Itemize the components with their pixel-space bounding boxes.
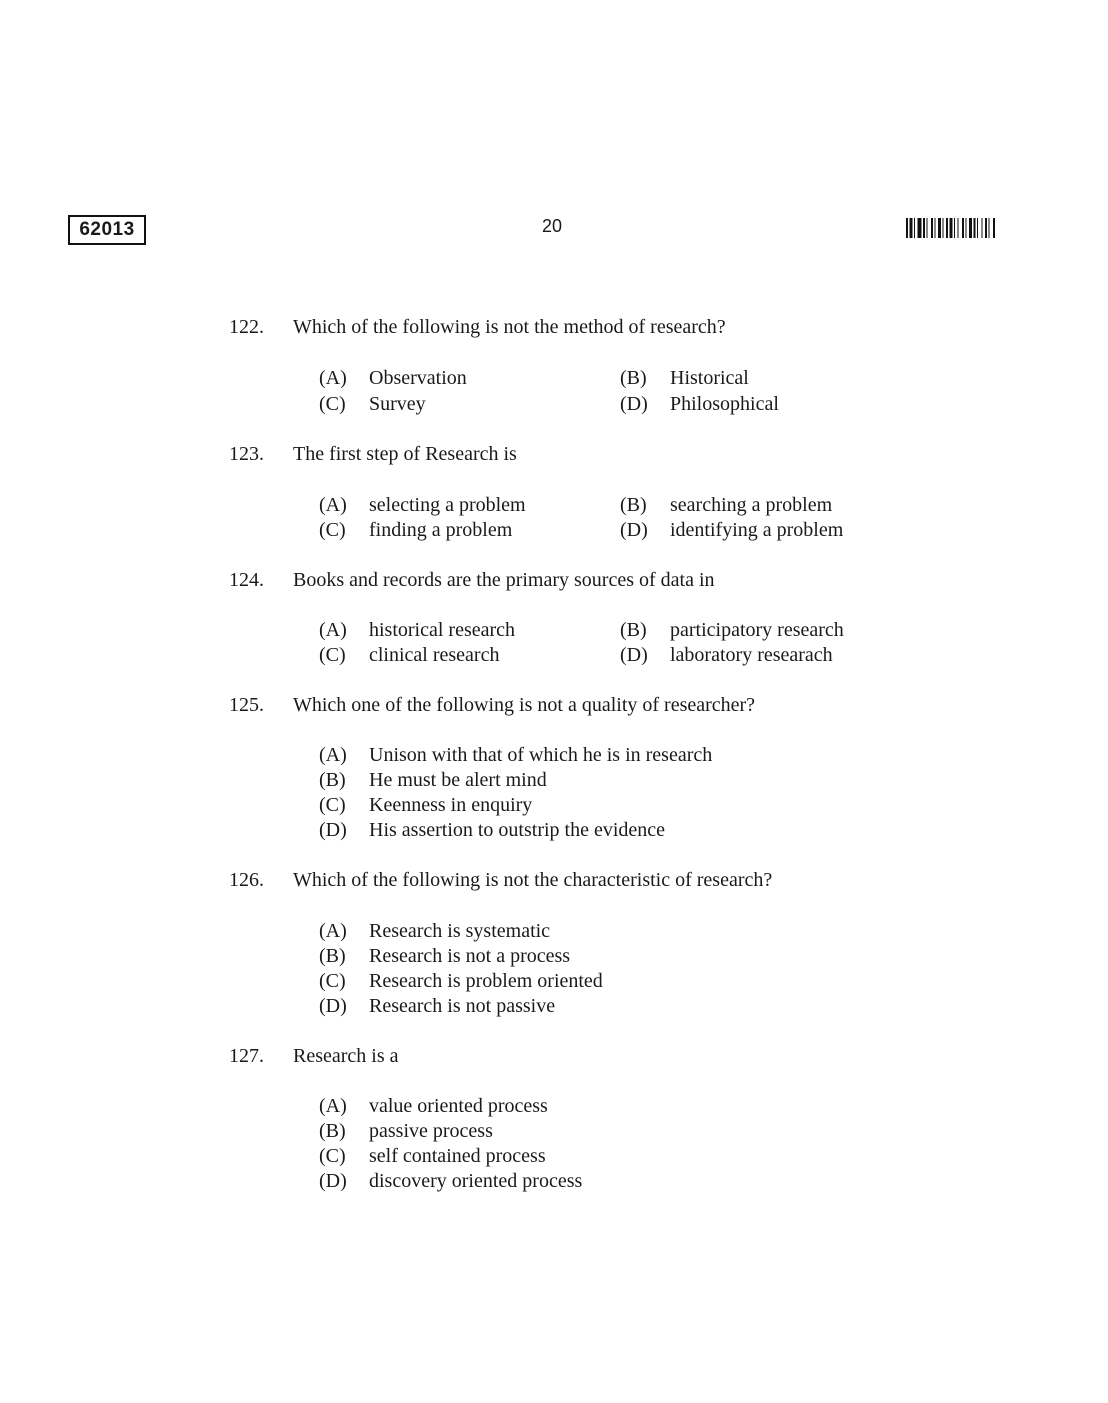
option-a bbox=[319, 367, 467, 390]
option-b bbox=[620, 367, 749, 390]
option-text: He must be alert mind bbox=[369, 769, 547, 791]
question-number: 125. bbox=[229, 694, 264, 716]
question-number: 127. bbox=[229, 1045, 264, 1067]
option-letter: (C) bbox=[319, 519, 346, 541]
option-text: selecting a problem bbox=[369, 494, 526, 516]
option-text: identifying a problem bbox=[670, 519, 844, 541]
option-b bbox=[620, 619, 844, 642]
option-a bbox=[319, 920, 550, 943]
option-text: Unison with that of which he is in research bbox=[369, 744, 713, 766]
option-text: self contained process bbox=[369, 1145, 546, 1167]
option-text: searching a problem bbox=[670, 494, 833, 516]
option-letter: (D) bbox=[620, 644, 648, 666]
option-text: Survey bbox=[369, 393, 426, 415]
option-text: His assertion to outstrip the evidence bbox=[369, 819, 666, 841]
option-c bbox=[319, 970, 603, 993]
option-letter: (A) bbox=[319, 1095, 347, 1117]
option-b bbox=[319, 1120, 493, 1143]
option-letter: (C) bbox=[319, 644, 346, 666]
option-d bbox=[620, 393, 779, 416]
option-letter: (A) bbox=[319, 494, 347, 516]
option-letter: (C) bbox=[319, 794, 346, 816]
option-text: value oriented process bbox=[369, 1095, 548, 1117]
option-letter: (C) bbox=[319, 393, 346, 415]
option-d bbox=[319, 995, 555, 1018]
option-b bbox=[319, 769, 547, 792]
option-letter: (B) bbox=[319, 1120, 346, 1142]
question-text: The first step of Research is bbox=[293, 443, 517, 465]
option-letter: (B) bbox=[319, 769, 346, 791]
option-letter: (A) bbox=[319, 367, 347, 389]
option-text: Research is not passive bbox=[369, 995, 556, 1017]
option-letter: (A) bbox=[319, 744, 347, 766]
option-letter: (B) bbox=[620, 619, 647, 641]
option-text: laboratory researach bbox=[670, 644, 833, 666]
option-text: participatory research bbox=[670, 619, 844, 641]
option-c bbox=[319, 393, 426, 416]
option-letter: (A) bbox=[319, 920, 347, 942]
option-d bbox=[319, 819, 665, 842]
option-a bbox=[319, 744, 712, 767]
option-c bbox=[319, 519, 512, 542]
question-text: Which one of the following is not a quality of researcher? bbox=[293, 694, 756, 716]
question-number: 122. bbox=[229, 316, 264, 338]
option-letter: (D) bbox=[319, 819, 347, 841]
option-letter: (D) bbox=[620, 393, 648, 415]
option-letter: (D) bbox=[620, 519, 648, 541]
option-d bbox=[620, 644, 833, 667]
option-text: Research is not a process bbox=[369, 945, 571, 967]
option-c bbox=[319, 644, 499, 667]
option-letter: (C) bbox=[319, 1145, 346, 1167]
option-text: passive process bbox=[369, 1120, 493, 1142]
option-text: historical research bbox=[369, 619, 516, 641]
question-number: 123. bbox=[229, 443, 264, 465]
paper-code: 62013 bbox=[68, 215, 146, 245]
option-a bbox=[319, 1095, 548, 1118]
question-text: Research is a bbox=[293, 1045, 399, 1067]
question-text: Books and records are the primary sources of data in bbox=[293, 569, 715, 591]
option-letter: (D) bbox=[319, 1170, 347, 1192]
option-letter: (B) bbox=[620, 494, 647, 516]
page-number: 20 bbox=[541, 216, 563, 236]
option-text: Historical bbox=[670, 367, 749, 389]
question-text: Which of the following is not the characteristic of research? bbox=[293, 869, 773, 891]
question-text: Which of the following is not the method of research? bbox=[293, 316, 726, 338]
option-text: finding a problem bbox=[369, 519, 513, 541]
option-letter: (B) bbox=[319, 945, 346, 967]
option-a bbox=[319, 619, 515, 642]
option-c bbox=[319, 1145, 546, 1168]
option-a bbox=[319, 494, 526, 517]
option-text: Research is systematic bbox=[369, 920, 551, 942]
option-text: clinical research bbox=[369, 644, 500, 666]
option-c bbox=[319, 794, 532, 817]
option-letter: (A) bbox=[319, 619, 347, 641]
option-text: Research is problem oriented bbox=[369, 970, 603, 992]
question-number: 124. bbox=[229, 569, 264, 591]
option-text: Observation bbox=[369, 367, 467, 389]
option-b bbox=[319, 945, 570, 968]
option-d bbox=[319, 1170, 582, 1193]
option-text: Philosophical bbox=[670, 393, 779, 415]
option-letter: (C) bbox=[319, 970, 346, 992]
option-d bbox=[620, 519, 843, 542]
option-letter: (D) bbox=[319, 995, 347, 1017]
question-number: 126. bbox=[229, 869, 264, 891]
option-text: Keenness in enquiry bbox=[369, 794, 533, 816]
option-b bbox=[620, 494, 832, 517]
option-text: discovery oriented process bbox=[369, 1170, 583, 1192]
option-letter: (B) bbox=[620, 367, 647, 389]
barcode-icon bbox=[906, 218, 1042, 238]
